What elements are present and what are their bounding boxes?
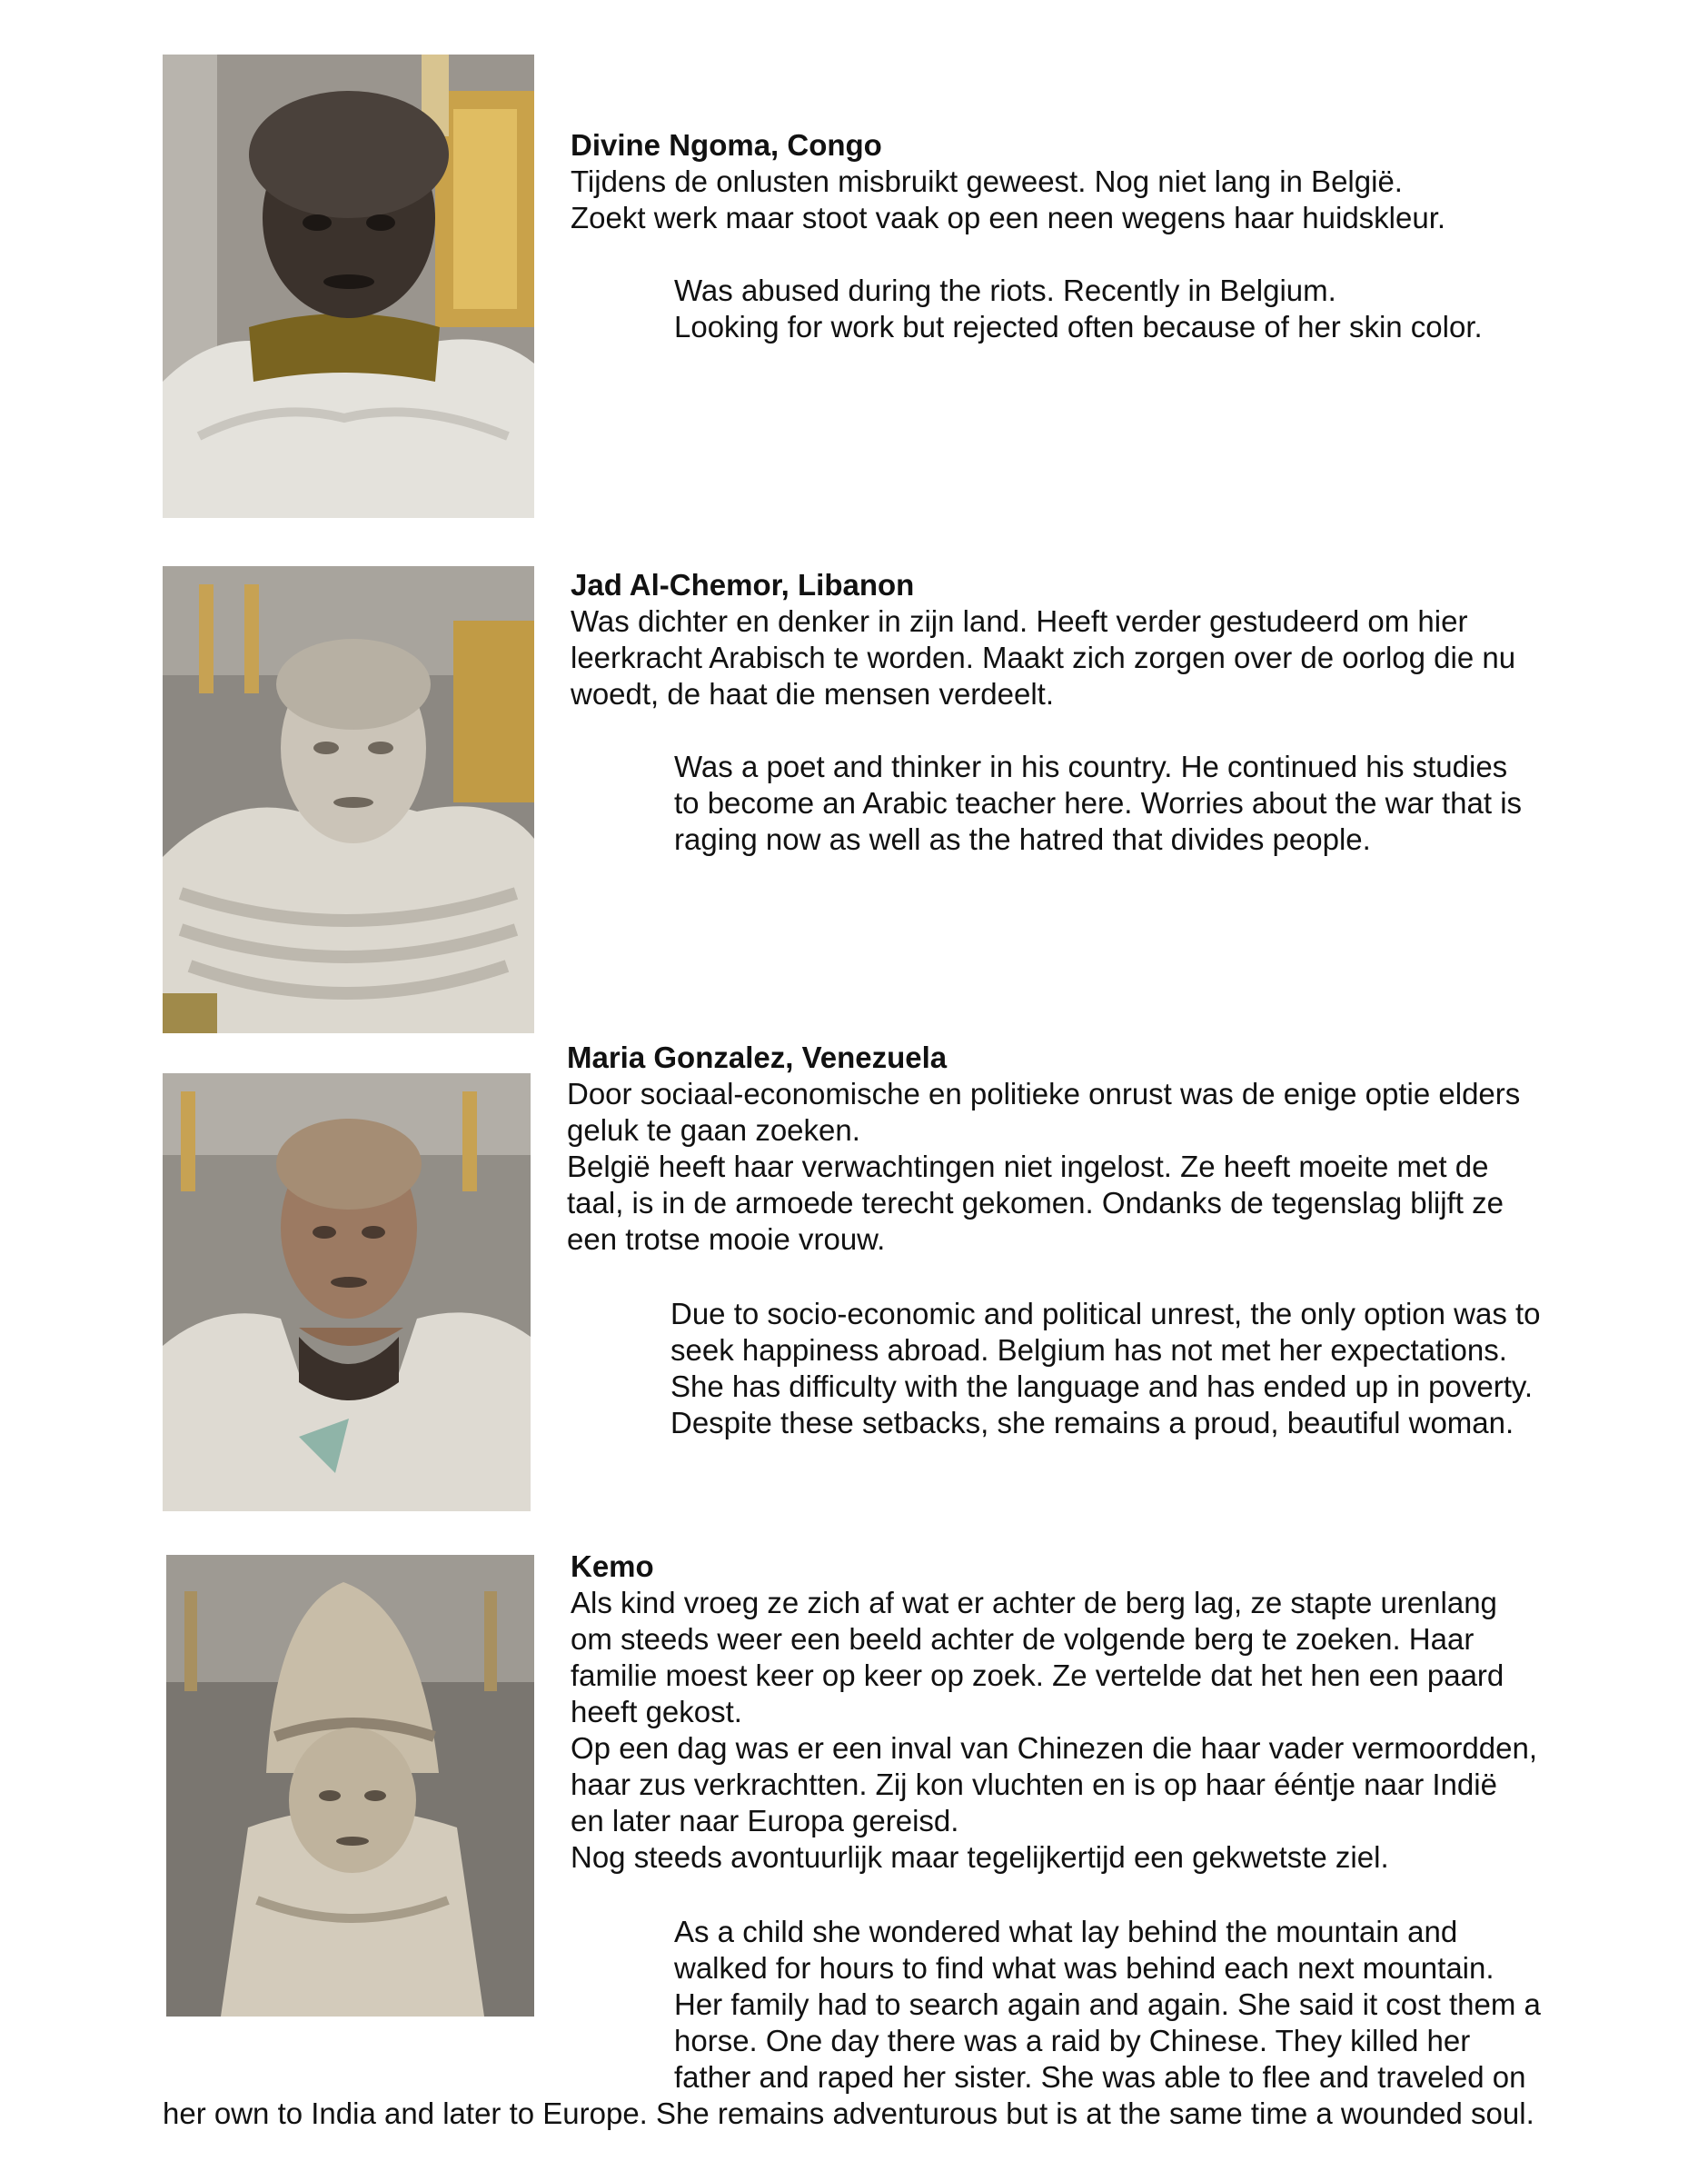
- dutch-line: heeft gekost.: [571, 1695, 742, 1728]
- english-line: walked for hours to find what was behind each next mountain.: [674, 1951, 1494, 1985]
- dutch-line: Nog steeds avontuurlijk maar tegelijkertijd een gekwetste ziel.: [571, 1840, 1389, 1874]
- dutch-line: België heeft haar verwachtingen niet ingelost. Ze heeft moeite met de: [567, 1150, 1489, 1183]
- entry-title: Maria Gonzalez, Venezuela: [567, 1041, 948, 1074]
- english-line: Was abused during the riots. Recently in Belgium.: [674, 274, 1336, 307]
- entry-divine-ngoma: [571, 127, 1445, 236]
- dutch-line: Door sociaal-economische en politieke onrust was de enige optie elders: [567, 1077, 1521, 1110]
- english-line: Her family had to search again and again. She said it cost them a: [674, 1987, 1541, 2021]
- english-line: to become an Arabic teacher here. Worries about the war that is: [674, 786, 1523, 820]
- english-line: Due to socio-economic and political unrest, the only option was to: [670, 1297, 1541, 1330]
- dutch-line: geluk te gaan zoeken.: [567, 1113, 860, 1147]
- entry-title: Jad Al-Chemor, Libanon: [571, 568, 915, 602]
- entry-title: Kemo: [571, 1549, 654, 1583]
- english-line: She has difficulty with the language and has ended up in poverty.: [670, 1369, 1534, 1403]
- dutch-line: woedt, de haat die mensen verdeelt.: [571, 677, 1055, 711]
- english-translation-kemo-tail: [163, 2096, 1534, 2132]
- dutch-line: leerkracht Arabisch te worden. Maakt zich zorgen over de oorlog die nu: [571, 641, 1516, 674]
- english-line: Despite these setbacks, she remains a proud, beautiful woman.: [670, 1406, 1514, 1439]
- english-line: father and raped her sister. She was able to flee and traveled on: [674, 2060, 1526, 2094]
- english-translation-kemo: [674, 1914, 1541, 2096]
- english-line: Looking for work but rejected often because of her skin color.: [674, 310, 1483, 344]
- english-translation-maria-gonzalez: [670, 1296, 1541, 1441]
- entry-maria-gonzalez: [567, 1040, 1520, 1258]
- sculpture-photo-kemo: [166, 1555, 534, 2017]
- dutch-line: Zoekt werk maar stoot vaak op een neen wegens haar huidskleur.: [571, 201, 1446, 234]
- english-line: Was a poet and thinker in his country. He continued his studies: [674, 750, 1508, 783]
- english-translation-divine-ngoma: [674, 273, 1483, 345]
- entry-title: Divine Ngoma, Congo: [571, 128, 882, 162]
- dutch-line: taal, is in de armoede terecht gekomen. Ondanks de tegenslag blijft ze: [567, 1186, 1504, 1220]
- dutch-line: Op een dag was er een inval van Chinezen die haar vader vermoordden,: [571, 1731, 1537, 1765]
- entry-kemo: [571, 1549, 1537, 1876]
- english-line: her own to India and later to Europe. She remains adventurous but is at the same time a wounded soul.: [163, 2096, 1534, 2130]
- sculpture-photo-divine-ngoma: [163, 55, 534, 518]
- dutch-line: Was dichter en denker in zijn land. Heeft verder gestudeerd om hier: [571, 604, 1468, 638]
- english-line: As a child she wondered what lay behind the mountain and: [674, 1915, 1458, 1948]
- sculpture-photo-jad-al-chemor: [163, 566, 534, 1033]
- dutch-line: om steeds weer een beeld achter de volgende berg te zoeken. Haar: [571, 1622, 1475, 1656]
- dutch-line: een trotse mooie vrouw.: [567, 1222, 886, 1256]
- english-line: raging now as well as the hatred that divides people.: [674, 822, 1371, 856]
- english-line: horse. One day there was a raid by Chinese. They killed her: [674, 2024, 1471, 2057]
- entry-jad-al-chemor: [571, 567, 1515, 712]
- dutch-line: familie moest keer op keer op zoek. Ze vertelde dat het hen een paard: [571, 1658, 1504, 1692]
- english-line: seek happiness abroad. Belgium has not met her expectations.: [670, 1333, 1507, 1367]
- dutch-line: haar zus verkrachtten. Zij kon vluchten en is op haar ééntje naar Indië: [571, 1768, 1497, 1801]
- dutch-line: Als kind vroeg ze zich af wat er achter de berg lag, ze stapte urenlang: [571, 1586, 1497, 1619]
- dutch-line: Tijdens de onlusten misbruikt geweest. Nog niet lang in België.: [571, 164, 1403, 198]
- english-translation-jad-al-chemor: [674, 749, 1522, 858]
- sculpture-photo-maria-gonzalez: [163, 1073, 531, 1511]
- dutch-line: en later naar Europa gereisd.: [571, 1804, 959, 1837]
